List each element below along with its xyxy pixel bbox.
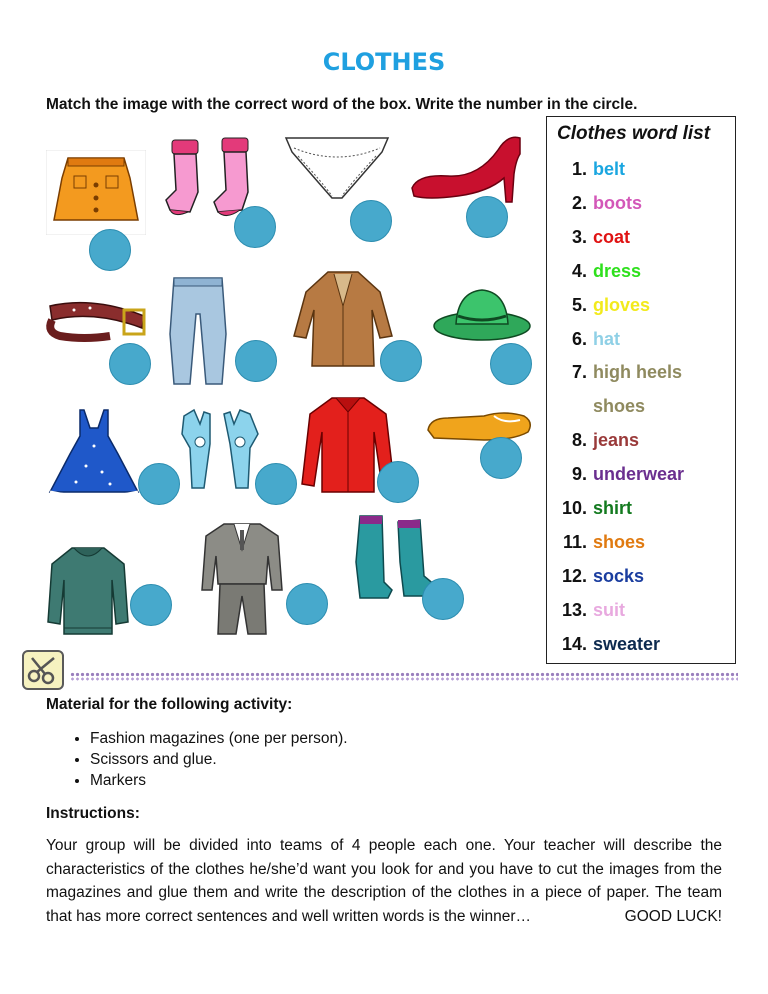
answer-circle-belt[interactable] (109, 343, 151, 385)
word-number: 12. (561, 566, 587, 586)
word-label: boots (593, 193, 642, 213)
word-label: coat (593, 227, 631, 247)
word-label: high heels (593, 362, 683, 382)
instructions-heading: Instructions: (46, 805, 140, 822)
hat-image (432, 284, 532, 346)
word-number: 11. (562, 532, 587, 552)
word-item (547, 600, 735, 621)
high-heels-image (408, 130, 528, 206)
word-number: 9. (571, 464, 587, 484)
answer-circle-dress[interactable] (138, 463, 180, 505)
dress-image (46, 406, 142, 500)
word-number: 2. (571, 193, 587, 213)
word-item (547, 498, 735, 519)
word-label: hat (593, 329, 620, 349)
good-luck-text: GOOD LUCK! (624, 907, 722, 925)
word-item (547, 566, 735, 587)
jeans-image (164, 274, 234, 386)
word-label: jeans (593, 430, 640, 450)
word-label: dress (593, 261, 642, 281)
word-item (547, 430, 735, 451)
sweater-image (46, 544, 130, 638)
word-number: 10. (561, 498, 587, 518)
answer-circle-gloves[interactable] (255, 463, 297, 505)
word-item (547, 159, 735, 180)
word-label: shoes (593, 532, 646, 552)
word-item (547, 295, 735, 316)
answer-circle-boots[interactable] (422, 578, 464, 620)
word-item (547, 396, 735, 417)
word-label: gloves (593, 295, 651, 315)
cut-line-shadow (70, 677, 738, 681)
word-item (547, 532, 735, 553)
gloves-image (180, 404, 260, 492)
belt-image (44, 292, 152, 350)
word-number: 6. (571, 329, 587, 349)
answer-circle-suit[interactable] (286, 583, 328, 625)
answer-circle-shirt[interactable] (377, 461, 419, 503)
answer-circle-socks[interactable] (234, 206, 276, 248)
instructions-text: Your group will be divided into teams of 4 people each one. Your teacher will describe the characteristics of the clothes he/she’d want you look for and you have to cut the images from the magazines and glue them and write the description of the clothes in a piece of paper. The team that has more correct sentences and well written words is the winner… (46, 837, 722, 925)
answer-circle-hat[interactable] (490, 343, 532, 385)
word-number: 7. (571, 362, 587, 382)
page-title: CLOTHES (322, 48, 446, 76)
word-number: 8. (571, 430, 587, 450)
underwear-image (282, 132, 392, 204)
word-label: suit (593, 600, 626, 620)
word-item (547, 261, 735, 282)
word-number: 13. (561, 600, 587, 620)
list-item: • Scissors and glue. (90, 749, 348, 770)
word-list-heading: Clothes word list (557, 123, 711, 144)
word-number: 14. (561, 634, 587, 654)
word-label: shirt (593, 498, 633, 518)
material-heading: Material for the following activity: (46, 696, 293, 713)
word-item (547, 329, 735, 350)
answer-circle-shoes[interactable] (480, 437, 522, 479)
word-number: 1. (571, 159, 587, 179)
list-item: • Markers (90, 770, 348, 791)
answer-circle-sweater[interactable] (130, 584, 172, 626)
word-label: shoes (593, 396, 646, 416)
answer-circle-high-heels[interactable] (466, 196, 508, 238)
word-number: 4. (571, 261, 587, 281)
word-number: 5. (571, 295, 587, 315)
word-item (547, 193, 735, 214)
word-label: belt (593, 159, 626, 179)
word-label: socks (593, 566, 645, 586)
instruction-text: Match the image with the correct word of the box. Write the number in the circle. (46, 96, 638, 113)
answer-circle-underwear[interactable] (350, 200, 392, 242)
answer-circle-jeans[interactable] (235, 340, 277, 382)
word-number: 3. (571, 227, 587, 247)
instructions-paragraph (46, 834, 722, 928)
word-item (547, 634, 735, 655)
skirt-image (46, 150, 146, 235)
suit-image (200, 520, 284, 636)
word-list-box (546, 116, 736, 664)
materials-list (46, 728, 348, 791)
scissors-icon (22, 650, 64, 690)
answer-circle-skirt[interactable] (89, 229, 131, 271)
word-item (547, 227, 735, 248)
answer-circle-coat[interactable] (380, 340, 422, 382)
word-item (547, 464, 735, 485)
word-label: sweater (593, 634, 661, 654)
shoes-image (424, 404, 536, 444)
word-label: underwear (593, 464, 685, 484)
word-item (547, 362, 735, 383)
list-item: • Fashion magazines (one per person). (90, 728, 348, 749)
